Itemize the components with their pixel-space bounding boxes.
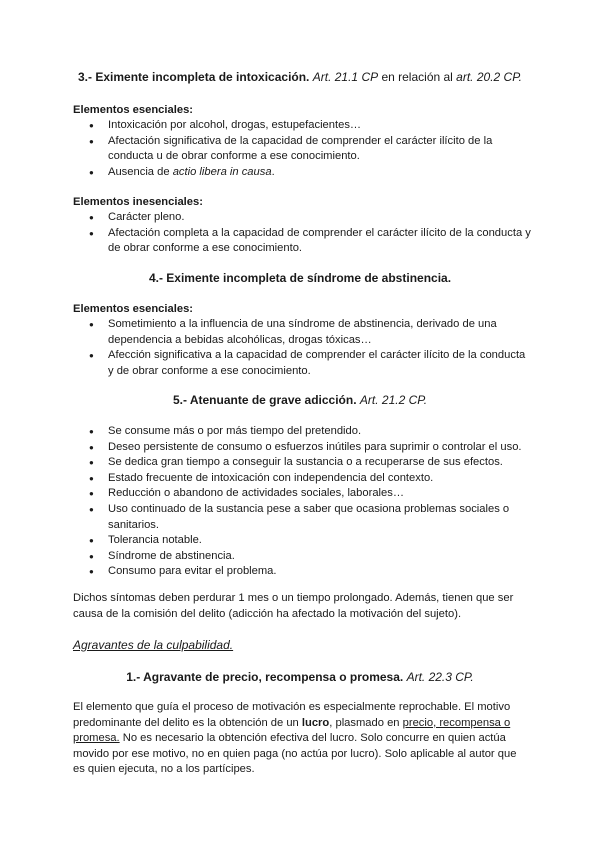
list-item: ● Tolerancia notable. [73, 533, 533, 549]
list-item: ● Deseo persistente de consumo o esfuerzos inútiles para suprimir o controlar el uso. [73, 440, 533, 456]
section-3-essential-heading: Elementos esenciales: [73, 104, 194, 116]
list-item: ● Se consume más o por más tiempo del pretendido. [73, 424, 533, 440]
section-3-title-ref2: art. 20.2 CP. [456, 70, 522, 84]
section-5-list [73, 424, 533, 580]
section-3-title-ref1: Art. 21.1 CP [312, 70, 379, 84]
section-1-paragraph: El elemento que guía el proceso de motivación es especialmente reprochable. El motivo predominante del delito es la obtención de un lucro, plasmado en precio, recompensa o promesa. No es necesario la obtención efectiva del lucro. Solo concurre en quien actúa movido por ese motivo, no en quien paga (no actúa por lucro). Solo aplicable al autor que es quien ejecuta, no a los partícipes. [73, 701, 517, 776]
list-item: ● Ausencia de actio libera in causa. [73, 165, 533, 181]
section-3-inessential-list [73, 210, 533, 257]
list-item: ● Estado frecuente de intoxicación con independencia del contexto. [73, 471, 533, 487]
list-item: ● Uso continuado de la sustancia pese a saber que ocasiona problemas sociales o sanitarios. [73, 502, 533, 533]
section-1-title: 1.- Agravante de precio, recompensa o promesa. Art. 22.3 CP. [126, 670, 474, 684]
list-item: ● Síndrome de abstinencia. [73, 549, 533, 565]
section-3-title-mid: en relación al [378, 70, 457, 84]
section-4-essential-heading: Elementos esenciales: [73, 303, 194, 315]
list-item: ● Afección significativa a la capacidad de comprender el carácter ilícito de la conducta y de obrar conforme a ese conocimiento. [73, 348, 533, 379]
list-item: ● Carácter pleno. [73, 210, 533, 226]
section-4-title: 4.- Eximente incompleta de síndrome de abstinencia. [148, 271, 452, 285]
section-3-inessential-heading: Elementos inesenciales: [73, 196, 203, 208]
section-3-title-bold: 3.- Eximente incompleta de intoxicación. [78, 70, 310, 84]
list-item: ● Sometimiento a la influencia de una síndrome de abstinencia, derivado de una dependencia a bebidas alcohólicas, drogas tóxicas… [73, 317, 533, 348]
section-3-essential-list [73, 118, 533, 180]
section-5-paragraph: Dichos síntomas deben perdurar 1 mes o un tiempo prolongado. Además, tienen que ser causa de la comisión del delito (adicción ha afectado la motivación del sujeto). [73, 592, 514, 620]
section-5-title: 5.- Atenuante de grave adicción. Art. 21.2 CP. [172, 393, 428, 407]
section-4-essential-list [73, 317, 533, 379]
list-item: ● Se dedica gran tiempo a conseguir la sustancia o a recuperarse de sus efectos. [73, 455, 533, 471]
list-item: ● Afectación significativa de la capacidad de comprender el carácter ilícito de la conducta u de obrar conforme a ese conocimiento. [73, 134, 533, 165]
list-item: ● Reducción o abandono de actividades sociales, laborales… [73, 486, 533, 502]
list-item: ● Afectación completa a la capacidad de comprender el carácter ilícito de la conducta y de obrar conforme a ese conocimiento. [73, 226, 533, 257]
list-item: ● Intoxicación por alcohol, drogas, estupefacientes… [73, 118, 533, 134]
agravantes-heading: Agravantes de la culpabilidad. [73, 638, 234, 652]
list-item: ● Consumo para evitar el problema. [73, 564, 533, 580]
section-3-title [0, 70, 600, 86]
